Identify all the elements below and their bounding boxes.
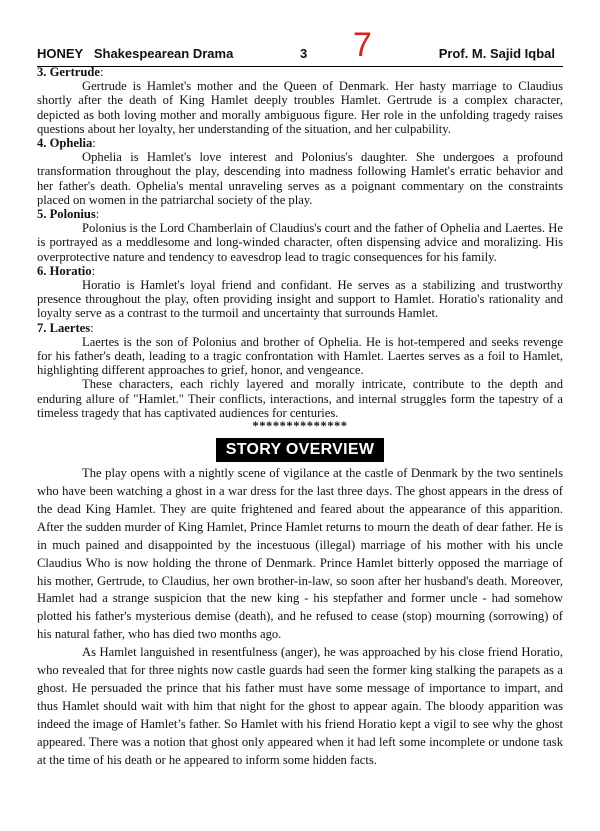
character-heading: 4. Ophelia: xyxy=(37,136,96,151)
separator-stars: ************** xyxy=(252,419,348,434)
character-section xyxy=(37,65,563,136)
character-heading: 6. Horatio: xyxy=(37,263,96,278)
character-heading: 3. Gertrude: xyxy=(37,65,104,79)
chapter-number: 7 xyxy=(353,26,372,64)
character-description: Polonius is the Lord Chamberlain of Claudius's court and the father of Ophelia and Laertes. He is portrayed as a meddlesome and long-winded character, often dispensing advice and moralizing. His overprotective nature and tendency to eavesdrop lead to tragic consequences for his family. xyxy=(37,221,563,264)
page-content xyxy=(37,65,563,769)
character-description: Laertes is the son of Polonius and brother of Ophelia. He is hot-tempered and seeks revenge for his father's death, leading to a tragic confrontation with Hamlet. Laertes serves as a foil to Hamlet, highlighting different approaches to grief, honor, and vengeance. xyxy=(37,334,563,378)
character-section xyxy=(37,321,563,378)
character-description: Gertrude is Hamlet's mother and the Queen of Denmark. Her hasty marriage to Claudius shortly after the death of King Hamlet deeply troubles Hamlet. Gertrude is a complex character, depicted as both loving mother and morally ambiguous figure. Her role in the unfolding tragedy raises questions about her loyalty, her understanding of the situation, and her culpability. xyxy=(37,79,563,136)
page-number: 3 xyxy=(300,46,308,61)
story-paragraph: The play opens with a nightly scene of vigilance at the castle of Denmark by the two sentinels who have been watching a ghost in a war dress for the last three days. The ghost appears in the dress of the dead King Hamlet. They are quite frightened and feared about the appearance of this apparition. After the sudden murder of King Hamlet, Prince Hamlet returns to mourn the death of dear father. He is in much pained and disappointed by the incestuous (illegal) marriage of his mother with his uncle Claudius Who is now holding the throne of Denmark. Prince Hamlet bitterly opposed the marriage of his mother, Gertrude, to Claudius, her own brother-in-law, so soon after her husband's death. Moreover, Hamlet had a strange suspicion that the new king - his stepfather and former uncle - had somehow plotted his father's mysterious demise (death), and he refused to cease (stop) mourning (sorrowing) of his natural father, who has died two months ago. xyxy=(37,466,563,642)
character-heading: 7. Laertes: xyxy=(37,320,94,335)
character-section xyxy=(37,264,563,321)
character-heading: 5. Polonius: xyxy=(37,207,100,222)
character-description: Horatio is Hamlet's loyal friend and confidant. He serves as a stabilizing and trustworthy presence throughout the play, often providing insight and support to Hamlet. Horatio's rationality and loyalty serve as a contrast to the turmoil and uncertainty that surrounds Hamlet. xyxy=(37,278,563,321)
closing-paragraph: These characters, each richly layered and morally intricate, contribute to the depth and enduring allure of "Hamlet." Their conflicts, interactions, and internal struggles form the tapestry of a timeless tragedy that has captivated audiences for centuries. xyxy=(37,377,563,420)
story-paragraph: As Hamlet languished in resentfulness (anger), he was approached by his close friend Horatio, who revealed that for three nights now castle guards had seen the former king stalking the parapets as a ghost. He persuaded the prince that his father must have some message of importance to impart, and thus Hamlet should wait with him that night for the ghost to appear again. The bloody apparition was indeed the image of Hamlet’s father. So Hamlet with his friend Horatio kept a vigil to see why the ghost appeared. There was a notion that ghost only appeared when it had left some incomplete or undone task at the time of his death or he appeared to inform some hidden facts. xyxy=(37,645,563,767)
section-title: STORY OVERVIEW xyxy=(216,438,385,462)
running-header xyxy=(37,26,563,67)
character-description: Ophelia is Hamlet's love interest and Polonius's daughter. She undergoes a profound transformation throughout the play, descending into madness following Hamlet's erratic behavior and her father's death. Ophelia's mental unraveling serves as a poignant commentary on the constraints placed on women in the patriarchal society of the play. xyxy=(37,150,563,207)
section-banner xyxy=(37,438,563,462)
story-overview-section xyxy=(37,465,563,769)
character-section xyxy=(37,207,563,264)
character-section xyxy=(37,136,563,207)
book-title: HONEY Shakespearean Drama xyxy=(37,46,234,61)
author-name: Prof. M. Sajid Iqbal xyxy=(438,46,555,61)
